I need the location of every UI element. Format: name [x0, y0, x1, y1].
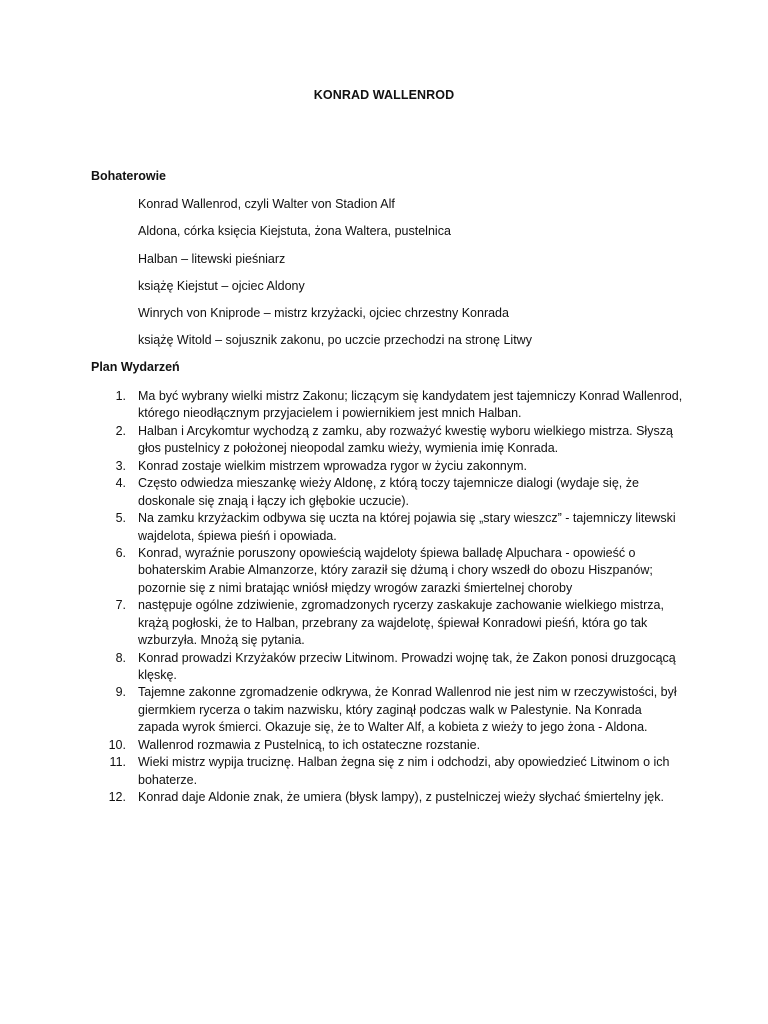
- plan-item-number: 5.: [115, 511, 126, 526]
- character-item: książę Witold – sojusznik zakonu, po uczcie przechodzi na stronę Litwy: [138, 333, 532, 348]
- plan-list: [106, 388, 686, 807]
- plan-item-number: 4.: [115, 476, 126, 491]
- plan-item-text: Konrad zostaje wielkim mistrzem wprowadza rygor w życiu zakonnym.: [138, 458, 528, 473]
- plan-item-number: 3.: [115, 458, 126, 473]
- character-item: Winrych von Kniprode – mistrz krzyżacki, ojciec chrzestny Konrada: [138, 306, 509, 321]
- plan-item-text: Wieki mistrz wypija truciznę. Halban żegna się z nim i odchodzi, aby opowiedzieć Litwinom o ich bohaterze.: [138, 755, 670, 787]
- plan-item-number: 8.: [115, 650, 126, 665]
- plan-item: [106, 458, 686, 475]
- plan-item: [106, 789, 686, 806]
- characters-list: [138, 196, 532, 360]
- plan-item: [106, 475, 686, 510]
- plan-item-text: Wallenrod rozmawia z Pustelnicą, to ich ostateczne rozstanie.: [138, 737, 481, 752]
- plan-item-number: 12.: [108, 790, 126, 805]
- plan-item-text: następuje ogólne zdziwienie, zgromadzonych rycerzy zaskakuje zachowanie wielkiego mistrza, krążą pogłoski, że to Halban, przebrany za wajdelotę, śpiewał Konradowi pieśń, która go tak wzburzyła. Mnożą się pytania.: [138, 598, 664, 647]
- document-title: KONRAD WALLENROD: [313, 88, 455, 102]
- plan-item-number: 6.: [115, 546, 126, 561]
- plan-item-number: 11.: [109, 755, 126, 770]
- plan-item: [106, 545, 686, 597]
- plan-item-text: Często odwiedza mieszankę wieży Aldonę, z którą toczy tajemnicze dialogi (wydaje się, że doskonale się znają i łączy ich głębokie uczucie).: [138, 476, 639, 508]
- plan-item: [106, 423, 686, 458]
- plan-item-number: 2.: [115, 423, 126, 438]
- plan-item-number: 9.: [115, 685, 126, 700]
- character-item: Aldona, córka księcia Kiejstuta, żona Waltera, pustelnica: [138, 224, 451, 239]
- plan-item-text: Konrad, wyraźnie poruszony opowieścią wajdeloty śpiewa balladę Alpuchara - opowieść o bohaterskim Arabie Almanzorze, który zaraził się dżumą i chory wszedł do obozu Hiszpanów; pozornie się z nimi bratając wniósł między wrogów zarazki śmiertelnej choroby: [138, 546, 653, 595]
- plan-item-text: Konrad prowadzi Krzyżaków przeciw Litwinom. Prowadzi wojnę tak, że Zakon ponosi druzgocącą klęskę.: [138, 650, 676, 682]
- character-item: książę Kiejstut – ojciec Aldony: [138, 278, 305, 293]
- plan-item-text: Halban i Arcykomtur wychodzą z zamku, aby rozważyć kwestię wyboru wielkiego mistrza. Słyszą głos pustelnicy z położonej nieopodal zamku wieży, wymienia imię Konrada.: [138, 423, 673, 456]
- plan-item-text: Na zamku krzyżackim odbywa się uczta na której pojawia się „stary wieszcz” - tajemniczy litewski wajdelota, śpiewa pieśń i opowiada.: [138, 511, 676, 543]
- character-item: Halban – litewski pieśniarz: [138, 251, 286, 266]
- plan-item: [106, 388, 686, 423]
- plan-item-number: 7.: [115, 598, 126, 613]
- plan-item-number: 1.: [115, 389, 126, 403]
- plan-item: [106, 754, 686, 789]
- plan-item: [106, 650, 686, 685]
- characters-heading: Bohaterowie: [91, 169, 167, 183]
- plan-heading: Plan Wydarzeń: [91, 360, 180, 374]
- plan-item: [106, 684, 686, 736]
- plan-item: [106, 597, 686, 649]
- plan-item-text: Tajemne zakonne zgromadzenie odkrywa, że Konrad Wallenrod nie jest nim w rzeczywistości, był giermkiem rycerza o takim nazwisku, który zaginął podczas walk w Palestynie. Na Konrada zapada wyrok śmierci. Okazuje się, że to Walter Alf, a kobieta z wieży to jego żona - Aldona.: [138, 685, 677, 735]
- plan-item: [106, 510, 686, 545]
- plan-item-text: Konrad daje Aldonie znak, że umiera (błysk lampy), z pustelniczej wieży słychać śmiertelny jęk.: [138, 790, 664, 805]
- plan-item-text: Ma być wybrany wielki mistrz Zakonu; liczącym się kandydatem jest tajemniczy Konrad Wallenrod, którego nieodłącznym przyjacielem i powiernikiem jest mnich Halban.: [138, 389, 683, 421]
- plan-item: [106, 737, 686, 754]
- plan-item-number: 10.: [108, 737, 126, 752]
- character-item: Konrad Wallenrod, czyli Walter von Stadion Alf: [138, 197, 395, 211]
